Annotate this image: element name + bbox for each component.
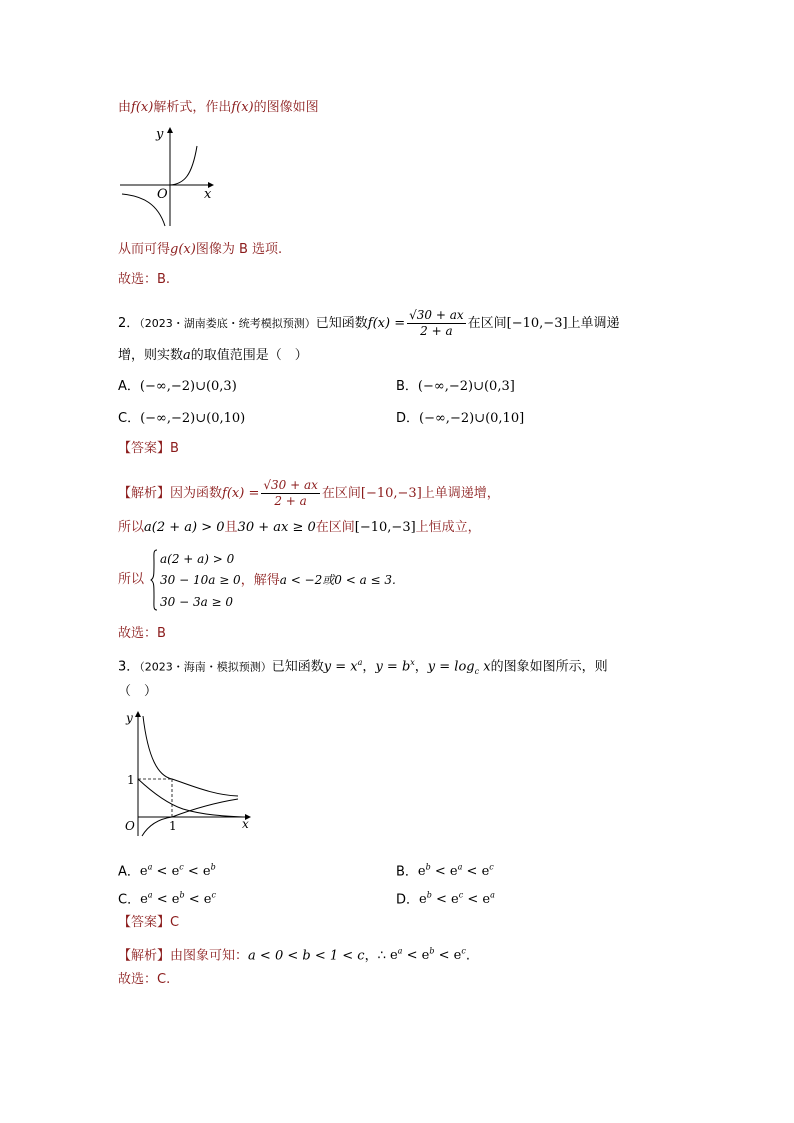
fraction-denominator: 2 + a bbox=[420, 324, 453, 338]
option-c[interactable] bbox=[118, 409, 245, 429]
math-op: < bbox=[183, 864, 203, 880]
conclusion-line: 故选：B bbox=[118, 626, 166, 641]
math-op: < bbox=[184, 892, 204, 908]
text: 在区间 bbox=[467, 316, 507, 331]
math-exponent: a bbox=[397, 947, 403, 956]
math-exponent: b bbox=[179, 891, 185, 900]
fraction-numerator: √30 + ax bbox=[409, 308, 464, 322]
conclusion-line: 故选：C. bbox=[118, 972, 171, 987]
graph-three-functions bbox=[118, 708, 258, 838]
math-base: e bbox=[139, 864, 148, 880]
math-fx: f(x) = bbox=[367, 316, 406, 331]
tick-label-1-x: 1 bbox=[169, 819, 177, 833]
math-base: e bbox=[202, 864, 211, 880]
analysis-tag: 【解析】 bbox=[118, 486, 171, 501]
text: 在区间 bbox=[315, 520, 355, 535]
math-exponent: c bbox=[211, 891, 216, 900]
math-base: e bbox=[481, 864, 490, 880]
option-label: A． bbox=[118, 864, 140, 880]
math-fx: f(x) bbox=[131, 100, 154, 115]
fraction bbox=[407, 308, 466, 339]
math-base: e bbox=[419, 892, 427, 908]
system-row-1: a(2 + a) > 0 bbox=[160, 552, 235, 566]
text: 由图象可知： bbox=[170, 948, 249, 964]
text: 因为函数 bbox=[170, 486, 223, 501]
option-label: C． bbox=[118, 411, 141, 426]
math-exponent: c bbox=[458, 891, 464, 900]
analysis-line bbox=[118, 942, 470, 966]
math: 30 − 10a ≥ 0 bbox=[160, 573, 241, 587]
math-exponent: b bbox=[210, 863, 216, 872]
fraction-numerator: √30 + ax bbox=[263, 478, 318, 492]
option-c[interactable] bbox=[118, 886, 216, 910]
text: 的取值范围是（ ） bbox=[190, 348, 308, 363]
option-value: (−∞,−2)∪(0,3) bbox=[139, 379, 237, 394]
option-label: D． bbox=[396, 411, 420, 426]
text: 增，则实数 bbox=[118, 348, 184, 363]
analysis-line-2 bbox=[118, 518, 481, 538]
fraction-denominator: 2 + a bbox=[274, 494, 307, 508]
option-a[interactable] bbox=[118, 377, 237, 397]
option-label: C． bbox=[118, 892, 141, 908]
system-row-3: 30 − 3a ≥ 0 bbox=[160, 595, 234, 609]
math-subscript: c bbox=[474, 666, 480, 676]
question-3-paren: （ ） bbox=[118, 684, 158, 699]
math-op: < bbox=[431, 892, 452, 908]
math-condition: 30 + ax ≥ 0 bbox=[237, 520, 316, 535]
math-exponent: c bbox=[179, 863, 184, 872]
math-exponent: a bbox=[490, 891, 495, 900]
math-exponent: c bbox=[461, 947, 466, 956]
question-source: （2023・湖南娄底・统考模拟预测） bbox=[139, 317, 316, 330]
math-op: < bbox=[402, 948, 422, 964]
math-base: e bbox=[203, 892, 212, 908]
math-base: e bbox=[453, 948, 462, 964]
math-base: e bbox=[421, 948, 430, 964]
tick-label-1-y: 1 bbox=[127, 773, 135, 787]
math-op: < bbox=[152, 864, 172, 880]
answer-line bbox=[118, 439, 179, 459]
math-fx: f(x) = bbox=[222, 486, 260, 501]
question-2-stem bbox=[118, 308, 620, 339]
math-base: e bbox=[417, 864, 426, 880]
text: . bbox=[465, 948, 470, 964]
text: 上单调递 bbox=[567, 316, 620, 331]
option-d[interactable] bbox=[396, 409, 524, 429]
math-base: e bbox=[389, 948, 398, 964]
math: y = x bbox=[323, 659, 358, 675]
option-a[interactable] bbox=[118, 858, 216, 882]
answer-choice-line: 故选：B. bbox=[118, 272, 171, 287]
axis-label-y: y bbox=[126, 711, 133, 725]
math-a: a bbox=[183, 348, 191, 363]
text: 已知函数 bbox=[271, 659, 324, 675]
curve-right bbox=[170, 146, 197, 185]
math-exponent: c bbox=[489, 863, 494, 872]
math-exponent: a bbox=[357, 658, 363, 667]
axis-label-y: y bbox=[156, 127, 164, 142]
curve-exponential bbox=[138, 779, 243, 817]
origin-label: O bbox=[125, 819, 135, 833]
option-label: B． bbox=[396, 864, 418, 880]
math-op: < bbox=[152, 892, 172, 908]
option-label: B． bbox=[396, 379, 418, 394]
math-condition: a(2 + a) > 0 bbox=[144, 520, 225, 535]
option-d[interactable] bbox=[396, 886, 495, 910]
math-exponent: b bbox=[426, 891, 432, 900]
text: 已知函数 bbox=[315, 316, 368, 331]
analysis-line-1 bbox=[118, 478, 500, 509]
math-op: < bbox=[462, 864, 482, 880]
text: . bbox=[392, 573, 396, 587]
axis-label-x: x bbox=[204, 187, 212, 202]
math-base: e bbox=[482, 892, 491, 908]
text: 的图象如图所示，则 bbox=[490, 659, 608, 675]
option-label: A． bbox=[118, 379, 140, 394]
analysis-tag: 【解析】 bbox=[118, 948, 171, 964]
math-exponent: b bbox=[429, 947, 435, 956]
math-base: e bbox=[171, 892, 180, 908]
text: ， bbox=[414, 659, 428, 675]
math-op: < bbox=[430, 864, 450, 880]
math: y = log bbox=[427, 659, 475, 675]
text: 解析式，作出 bbox=[153, 100, 232, 115]
solution-line-graph-intro bbox=[118, 98, 319, 118]
math-interval: [−10,−3] bbox=[360, 486, 422, 501]
math-result: a < −2或0 < a ≤ 3 bbox=[279, 573, 393, 587]
system-row-2 bbox=[160, 570, 396, 591]
system-brace bbox=[150, 549, 158, 611]
solution-line-conclusion bbox=[118, 240, 282, 260]
option-value: (−∞,−2)∪(0,3] bbox=[417, 379, 515, 394]
answer-value: B bbox=[170, 441, 179, 456]
option-value: (−∞,−2)∪(0,10) bbox=[140, 411, 246, 426]
origin-label: O bbox=[157, 187, 168, 202]
question-source: （2023・海南・模拟预测） bbox=[139, 660, 272, 674]
math-op: < bbox=[434, 948, 454, 964]
option-label: D． bbox=[396, 892, 420, 908]
math: x bbox=[479, 659, 491, 675]
option-b[interactable] bbox=[396, 858, 494, 882]
math-inequality: a < 0 < b < 1 < c bbox=[248, 948, 365, 964]
text: 从而可得 bbox=[118, 242, 171, 257]
math-base: e bbox=[171, 864, 180, 880]
text: 在区间 bbox=[321, 486, 361, 501]
math-exponent: b bbox=[425, 863, 431, 872]
math-gx: g(x) bbox=[170, 242, 196, 257]
math-exponent: x bbox=[410, 658, 415, 667]
fraction bbox=[261, 478, 320, 509]
option-b[interactable] bbox=[396, 377, 515, 397]
math-base: e bbox=[451, 892, 459, 908]
math-exponent: a bbox=[147, 863, 153, 872]
graph-fx bbox=[118, 124, 218, 230]
text: ，∴ bbox=[364, 948, 390, 964]
text: 上恒成立， bbox=[415, 520, 481, 535]
text: 且 bbox=[224, 520, 238, 535]
option-value: (−∞,−2)∪(0,10] bbox=[419, 411, 525, 426]
axis-label-x: x bbox=[242, 817, 249, 831]
answer-tag: 【答案】 bbox=[118, 915, 171, 930]
math-exponent: a bbox=[147, 891, 153, 900]
math-fx: f(x) bbox=[231, 100, 254, 115]
answer-value: C bbox=[170, 915, 180, 930]
question-2-stem-cont bbox=[118, 346, 308, 366]
curve-power bbox=[143, 716, 238, 796]
math-interval: [−10,−3] bbox=[506, 316, 568, 331]
text: 上单调递增， bbox=[421, 486, 500, 501]
text: ，解得 bbox=[240, 573, 280, 588]
text: 图像为 B 选项. bbox=[195, 242, 283, 257]
analysis-line-3-pre: 所以 bbox=[118, 572, 145, 587]
math: y = b bbox=[375, 659, 411, 675]
math-base: e bbox=[140, 892, 148, 908]
math-interval: [−10,−3] bbox=[354, 520, 416, 535]
math-base: e bbox=[449, 864, 458, 880]
math-op: < bbox=[463, 892, 483, 908]
answer-tag: 【答案】 bbox=[118, 441, 171, 456]
text: 由 bbox=[118, 100, 132, 115]
text: ， bbox=[362, 659, 376, 675]
answer-line bbox=[118, 913, 179, 933]
question-number: 3． bbox=[118, 659, 140, 675]
text: 的图像如图 bbox=[253, 100, 319, 115]
text: 所以 bbox=[118, 520, 145, 535]
math-exponent: a bbox=[457, 863, 463, 872]
question-number: 2． bbox=[118, 316, 140, 331]
question-3-stem bbox=[118, 653, 608, 682]
